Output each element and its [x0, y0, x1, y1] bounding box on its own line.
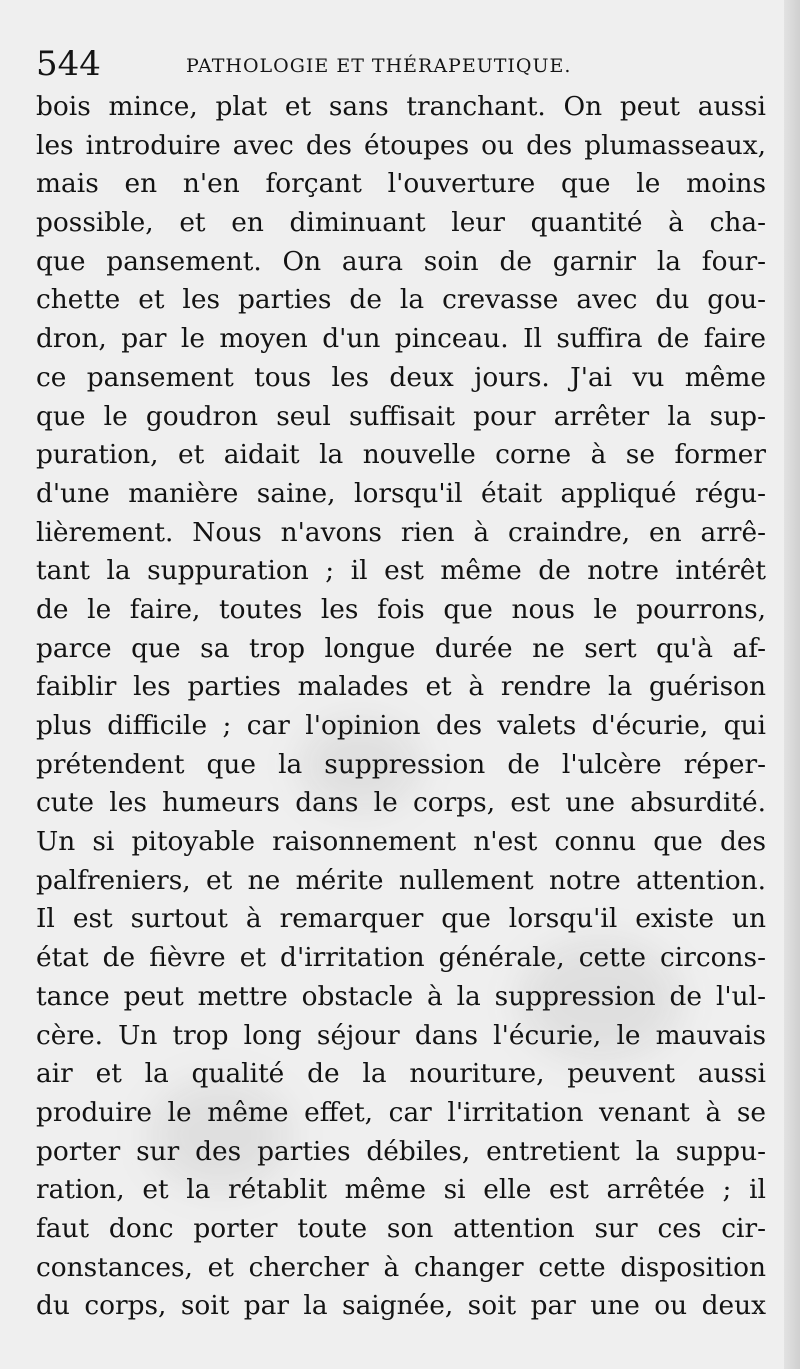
text-line: cère. Un trop long séjour dans l'écurie, le mauvais: [36, 1019, 766, 1051]
text-line: chette et les parties de la crevasse avec du gou-: [36, 284, 766, 316]
text-line: bois mince, plat et sans tranchant. On peut aussi: [36, 91, 766, 122]
text-line: ration, et la rétablit même si elle est arrêtée ; il: [36, 1174, 766, 1206]
text-line: du corps, soit par la saignée, soit par une ou deux: [36, 1290, 766, 1322]
text-line: les introduire avec des étoupes ou des plumasseaux,: [36, 129, 766, 161]
page-number: 544: [36, 44, 101, 84]
text-line: d'une manière saine, lorsqu'il était appliqué régu-: [36, 477, 766, 509]
text-line: faiblir les parties malades et à rendre la guérison: [36, 671, 766, 703]
text-line: Un si pitoyable raisonnement n'est connu que des: [36, 826, 766, 858]
text-line: porter sur des parties débiles, entretient la suppu-: [36, 1135, 766, 1167]
body-text: [36, 88, 766, 1326]
text-line: que pansement. On aura soin de garnir la four-: [36, 245, 766, 277]
text-line: mais en n'en forçant l'ouverture que le moins: [36, 168, 766, 200]
text-line: air et la qualité de la nouriture, peuvent aussi: [36, 1058, 766, 1090]
text-line: produire le même effet, car l'irritation venant à se: [36, 1096, 766, 1128]
text-line: dron, par le moyen d'un pinceau. Il suffira de faire: [36, 323, 766, 355]
text-line: parce que sa trop longue durée ne sert qu'à af-: [36, 632, 766, 664]
text-line: de le faire, toutes les fois que nous le pourrons,: [36, 593, 766, 625]
text-line: palfreniers, et ne mérite nullement notre attention.: [36, 864, 766, 896]
page-edge: [784, 0, 800, 1369]
text-line: ce pansement tous les deux jours. J'ai vu même: [36, 361, 766, 393]
text-line: faut donc porter toute son attention sur ces cir-: [36, 1212, 766, 1244]
text-line: Il est surtout à remarquer que lorsqu'il existe un: [36, 903, 766, 935]
text-line: lièrement. Nous n'avons rien à craindre, en arrê-: [36, 516, 766, 548]
page-header: [36, 44, 766, 84]
text-line: plus difficile ; car l'opinion des valets d'écurie, qui: [36, 710, 766, 741]
text-line: constances, et chercher à changer cette disposition: [36, 1251, 766, 1283]
running-head: PATHOLOGIE ET THÉRAPEUTIQUE.: [186, 55, 572, 77]
text-line: que le goudron seul suffisait pour arrêter la sup-: [36, 400, 766, 432]
text-line: cute les humeurs dans le corps, est une absurdité.: [36, 787, 766, 819]
text-line: puration, et aidait la nouvelle corne à se former: [36, 439, 766, 471]
text-line: tance peut mettre obstacle à la suppression de l'ul-: [36, 980, 766, 1012]
text-line: possible, et en diminuant leur quantité à cha-: [36, 207, 766, 239]
text-line: tant la suppuration ; il est même de notre intérêt: [36, 555, 766, 587]
text-line: état de fièvre et d'irritation générale, cette circons-: [36, 942, 766, 974]
text-line: prétendent que la suppression de l'ulcère réper-: [36, 748, 766, 780]
